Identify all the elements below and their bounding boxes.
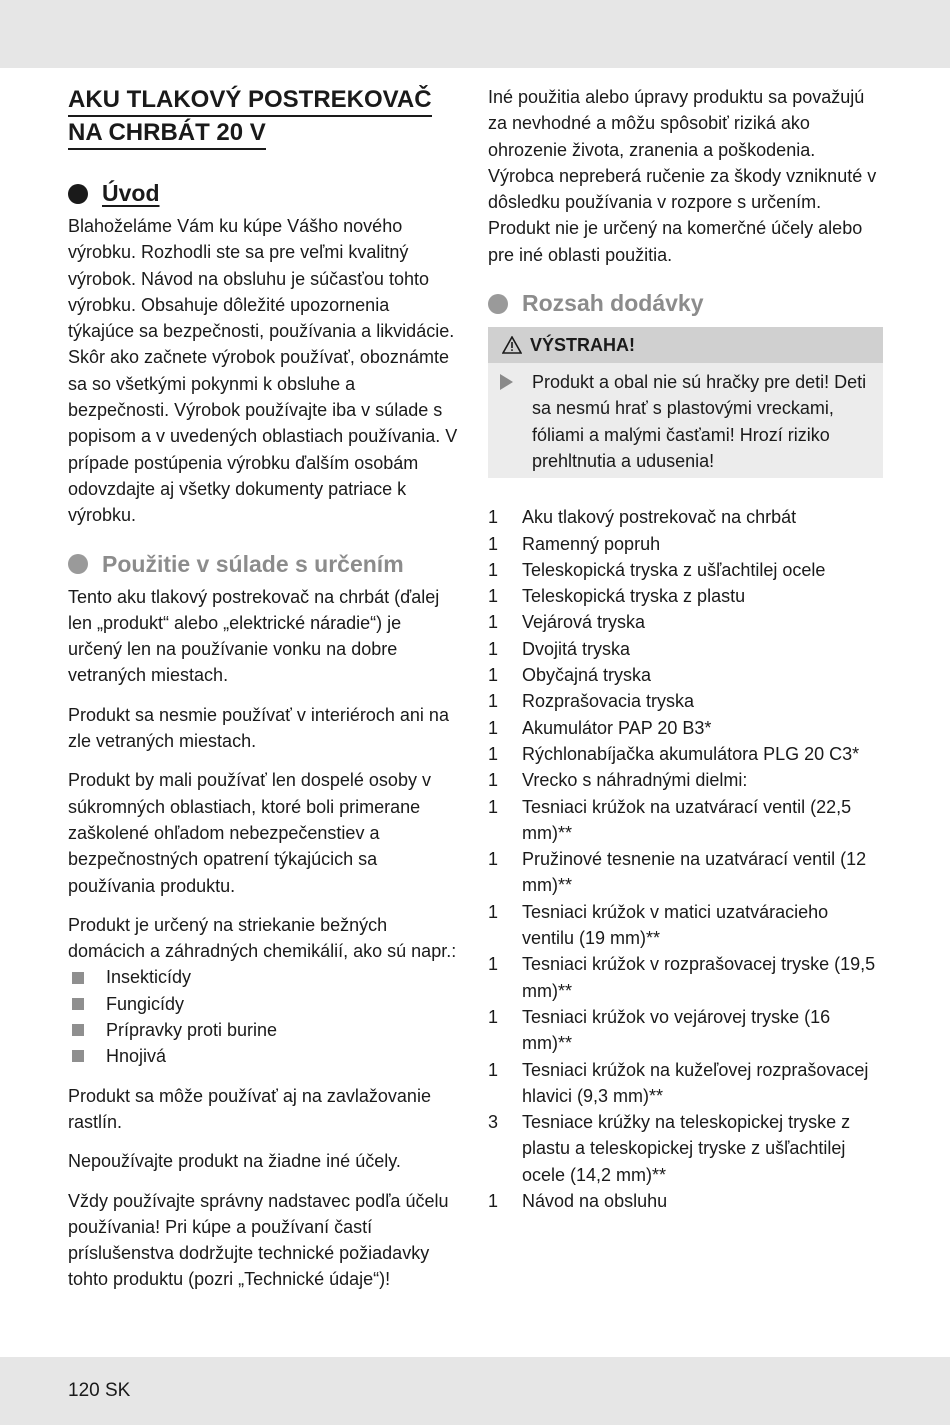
usage-heading — [68, 551, 458, 578]
list-item — [488, 557, 883, 583]
item-qty: 1 — [488, 612, 499, 633]
page-number: 120 SK — [68, 1380, 131, 1401]
list-item — [488, 899, 883, 952]
left-column — [68, 84, 458, 1306]
item-name: Aku tlakový postrekovač na chrbát — [522, 507, 797, 528]
list-item — [488, 1188, 883, 1214]
list-item-text: Insekticídy — [106, 967, 192, 988]
usage-paragraph-8: Iné použitia alebo úpravy produktu sa považujú za nevhodné a môžu spôsobiť riziká ako ohrozenie života, zranenia a poškodenia. Výrobca nepreberá ručenie za škody vzniknuté v dôsledku používania v rozpore s určením. Produkt nie je určený na komerčné účely alebo pre iné oblasti použitia. — [488, 87, 877, 265]
title-line-2: NA CHRBÁT 20 V — [68, 118, 266, 150]
list-item — [488, 1109, 883, 1188]
list-item-text: Fungicídy — [106, 993, 185, 1014]
list-item — [488, 531, 883, 557]
heading-bullet-icon — [488, 294, 508, 314]
usage-paragraph-4: Produkt je určený na striekanie bežných domácich a záhradných chemikálií, ako sú napr.: — [68, 914, 457, 962]
item-qty: 1 — [488, 849, 499, 870]
item-name: Tesniaci krúžok na kužeľovej rozprašovacej hlavici (9,3 mm)** — [522, 1059, 869, 1106]
intro-heading-text: Úvod — [102, 180, 160, 206]
list-item — [488, 951, 883, 1004]
scope-heading-text: Rozsah dodávky — [522, 290, 704, 317]
item-qty: 1 — [488, 901, 499, 922]
item-qty: 1 — [488, 691, 499, 712]
item-name: Návod na obsluhu — [522, 1190, 668, 1211]
item-name: Tesniaci krúžok v rozprašovacej tryske (19,5 mm)** — [522, 954, 876, 1001]
list-item — [488, 1057, 883, 1110]
document-title — [68, 84, 458, 150]
item-name: Rozprašovacia tryska — [522, 691, 695, 712]
usage-paragraph-1: Tento aku tlakový postrekovač na chrbát (ďalej len „produkt“ alebo „elektrické náradie“) je určený len na používanie vonku na dobre vetraných miestach. — [68, 586, 440, 686]
warning-header — [488, 327, 883, 363]
item-qty: 1 — [488, 559, 499, 580]
square-bullet-icon — [72, 1050, 84, 1062]
list-item — [488, 609, 883, 635]
item-qty: 1 — [488, 954, 499, 975]
list-item-text: Prípravky proti burine — [106, 1020, 278, 1041]
arrow-bullet-icon — [500, 374, 513, 390]
warning-triangle-icon — [502, 336, 522, 354]
warning-body — [488, 363, 883, 478]
usage-heading-text: Použitie v súlade s určením — [102, 550, 404, 577]
item-name: Akumulátor PAP 20 B3* — [522, 717, 712, 738]
item-qty: 1 — [488, 1190, 499, 1211]
usage-paragraph-5: Produkt sa môže používať aj na zavlažovanie rastlín. — [68, 1085, 431, 1132]
delivery-list — [488, 504, 883, 793]
item-qty: 1 — [488, 665, 499, 686]
list-item — [488, 662, 883, 688]
warning-box — [488, 327, 883, 478]
list-item — [488, 794, 883, 847]
list-item-text: Hnojivá — [106, 1046, 167, 1067]
item-qty: 1 — [488, 770, 499, 791]
item-qty: 1 — [488, 796, 499, 817]
list-item — [68, 964, 458, 990]
item-name: Obyčajná tryska — [522, 665, 652, 686]
item-name: Tesniaci krúžok na uzatvárací ventil (22,5 mm)** — [522, 796, 852, 843]
list-item — [488, 688, 883, 714]
intro-heading — [68, 180, 458, 207]
usage-paragraph-3: Produkt by mali používať len dospelé osoby v súkromných oblastiach, ktoré boli primerane zaškolené ohľadom nebezpečenstiev a bezpečnostných opatrení týkajúcich sa používania produktu. — [68, 770, 431, 896]
list-item — [488, 1004, 883, 1057]
item-qty: 3 — [488, 1112, 499, 1133]
item-name: Tesniaci krúžok v matici uzatváracieho ventilu (19 mm)** — [522, 901, 829, 949]
title-line-1: AKU TLAKOVÝ POSTREKOVAČ — [68, 85, 432, 117]
item-name: Teleskopická tryska z ušľachtilej ocele — [522, 559, 826, 580]
intro-text: Blahoželáme Vám ku kúpe Vášho nového výrobku. Rozhodli ste sa pre veľmi kvalitný výrobok. Návod na obsluhu je súčasťou tohto výrobku. Obsahuje dôležité upozornenia týkajúce sa bezpečnosti, používania a likvidácie. Skôr ako začnete výrobok používať, oboznámte sa so všetkými pokynmi k obsluhe a bezpečnosti. Výrobok používajte iba v súlade s popisom a v uvedených oblastiach používania. V prípade postúpenia výrobku ďalším osobám odovzdajte aj všetky dokumenty patriace k výrobku. — [68, 216, 458, 526]
list-item — [68, 1017, 458, 1043]
square-bullet-icon — [72, 972, 84, 984]
list-item — [68, 991, 458, 1017]
warning-text: Produkt a obal nie sú hračky pre deti! Deti sa nesmú hrať s plastovými vreckami, fóliami a malými časťami! Hrozí riziko prehltnutia a udusenia! — [532, 372, 867, 471]
usage-paragraph-6: Nepoužívajte produkt na žiadne iné účely. — [68, 1151, 401, 1172]
heading-bullet-icon — [68, 184, 88, 204]
warning-title: VÝSTRAHA! — [530, 334, 636, 355]
chemicals-list — [68, 964, 458, 1069]
item-name: Vrecko s náhradnými dielmi: — [522, 770, 748, 791]
list-item — [488, 583, 883, 609]
item-name: Pružinové tesnenie na uzatvárací ventil (12 mm)** — [522, 849, 867, 896]
right-column — [488, 84, 883, 1214]
item-name: Teleskopická tryska z plastu — [522, 586, 746, 607]
item-name: Vejárová tryska — [522, 612, 646, 633]
item-name: Tesniaci krúžok vo vejárovej tryske (16 mm)** — [522, 1006, 831, 1054]
item-qty: 1 — [488, 638, 499, 659]
list-item — [488, 636, 883, 662]
heading-bullet-icon — [68, 554, 88, 574]
square-bullet-icon — [72, 1024, 84, 1036]
item-name: Ramenný popruh — [522, 533, 661, 554]
usage-paragraph-2: Produkt sa nesmie používať v interiéroch ani na zle vetraných miestach. — [68, 704, 449, 752]
item-qty: 1 — [488, 533, 499, 554]
item-qty: 1 — [488, 743, 499, 764]
item-qty: 1 — [488, 507, 499, 528]
item-qty: 1 — [488, 1006, 499, 1027]
delivery-list-end — [488, 1188, 883, 1214]
list-item — [488, 504, 883, 530]
item-name: Rýchlonabíjačka akumulátora PLG 20 C3* — [522, 743, 860, 764]
top-band — [0, 0, 950, 68]
usage-paragraph-7: Vždy používajte správny nadstavec podľa účelu používania! Pri kúpe a používaní častí príslušenstva dodržujte technické požiadavky tohto produktu (pozri „Technické údaje“)! — [68, 1190, 449, 1290]
list-item — [488, 767, 883, 793]
item-qty: 1 — [488, 586, 499, 607]
item-qty: 1 — [488, 1059, 499, 1080]
list-item — [488, 741, 883, 767]
list-item — [488, 715, 883, 741]
item-qty: 1 — [488, 717, 499, 738]
bottom-band — [0, 1357, 950, 1425]
item-name: Tesniace krúžky na teleskopickej tryske z plastu a teleskopickej tryske z ušľachtilej ocele (14,2 mm)** — [522, 1112, 851, 1185]
list-item — [488, 846, 883, 899]
scope-heading — [488, 290, 883, 317]
item-name: Dvojitá tryska — [522, 638, 631, 659]
list-item — [68, 1043, 458, 1069]
spare-parts-list — [488, 794, 883, 1188]
square-bullet-icon — [72, 998, 84, 1010]
